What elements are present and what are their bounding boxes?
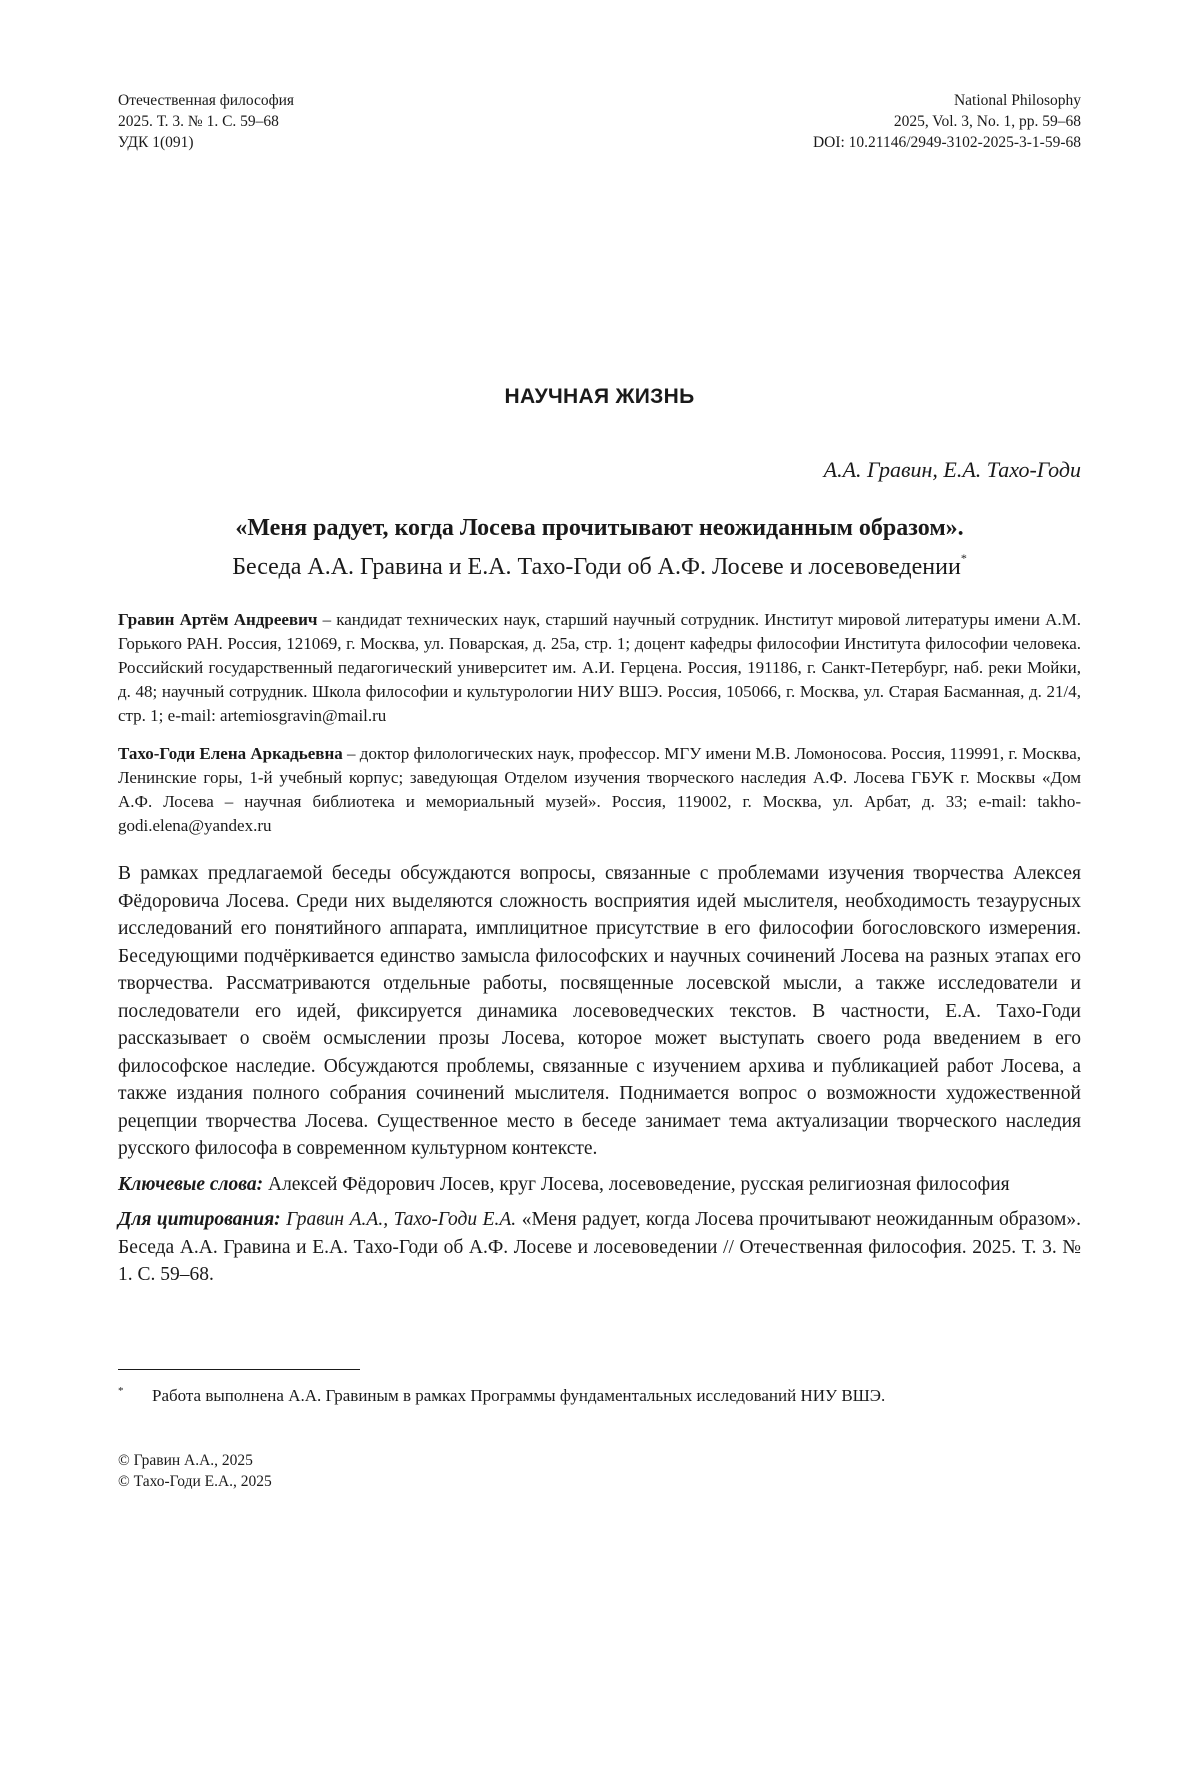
- keywords-text: Алексей Фёдорович Лосев, круг Лосева, лосевоведение, русская религиозная философия: [263, 1173, 1010, 1195]
- article-page: [118, 90, 1081, 1492]
- footnote-mark: *: [118, 1384, 124, 1397]
- copyright-line: © Тахо-Годи Е.А., 2025: [118, 1472, 272, 1490]
- udc-code: УДК 1(091): [118, 134, 194, 151]
- doi: DOI: 10.21146/2949-3102-2025-3-1-59-68: [812, 134, 1081, 151]
- header-left: [118, 90, 294, 153]
- section-title: НАУЧНАЯ ЖИЗНЬ: [504, 385, 695, 408]
- article-title: «Меня радует, когда Лосева прочитывают неожиданным образом».: [235, 515, 964, 541]
- citation-label: Для цитирования:: [118, 1209, 281, 1230]
- footnote: [118, 1384, 1081, 1408]
- author-name: Тахо-Годи Елена Аркадьевна: [118, 744, 343, 763]
- author-name: Гравин Артём Андреевич: [118, 610, 318, 629]
- journal-header: [118, 90, 1081, 153]
- author-affiliation: – доктор филологических наук, профессор. МГУ имени М.В. Ломоносова. Россия, 119991, г. Москва, Ленинские горы, 1-й учебный корпус; заведующая Отделом изучения творческого наследия А.Ф. Лосева ГБУК г. Москвы «Дом А.Ф. Лосева – научная библиотека и мемориальный музей». Россия, 119002, г. Москва, ул. Арбат, д. 33; e-mail: takho-godi.elena@yandex.ru: [118, 744, 1081, 835]
- copyright-line: © Гравин А.А., 2025: [118, 1451, 253, 1469]
- citation-authors: Гравин А.А., Тахо-Годи Е.А.: [280, 1209, 517, 1230]
- footnote-divider: [118, 1369, 360, 1370]
- footnote-text: Работа выполнена А.А. Гравиным в рамках Программы фундаментальных исследований НИУ ВШЭ.: [152, 1385, 886, 1405]
- keywords-label: Ключевые слова:: [118, 1173, 264, 1195]
- citation-text: «Меня радует, когда Лосева прочитывают неожиданным образом». Беседа А.А. Гравина и Е.А. Тахо-Годи об А.Ф. Лосеве и лосевоведении // Отечественная философия. 2025. Т. 3. № 1. С. 59–68.: [118, 1209, 1081, 1285]
- citation: [118, 1206, 1081, 1289]
- keywords: [118, 1171, 1081, 1199]
- footnote-reference[interactable]: *: [960, 551, 967, 565]
- journal-name-ru: Отечественная философия: [118, 92, 295, 109]
- issue-info-ru: 2025. Т. 3. № 1. С. 59–68: [118, 113, 279, 130]
- author-info-takho-godi: [118, 742, 1081, 838]
- author-affiliation: – кандидат технических наук, старший научный сотрудник. Институт мировой литературы имени А.М. Горького РАН. Россия, 121069, г. Москва, ул. Поварская, д. 25а, стр. 1; доцент кафедры философии Института философии человека. Российский государственный педагогический университет им. А.И. Герцена. Россия, 191186, г. Санкт-Петербург, наб. реки Мойки, д. 48; научный сотрудник. Школа философии и культурологии НИУ ВШЭ. Россия, 105066, г. Москва, ул. Старая Басманная, д. 21/4, стр. 1; e-mail: artemiosgravin@mail.ru: [118, 610, 1081, 725]
- journal-name-en: National Philosophy: [953, 92, 1081, 109]
- header-right: [813, 90, 1081, 153]
- article-subtitle-block: [118, 543, 1081, 582]
- copyright-block: [118, 1450, 1081, 1492]
- issue-info-en: 2025, Vol. 3, No. 1, pp. 59–68: [893, 113, 1081, 130]
- abstract: В рамках предлагаемой беседы обсуждаются вопросы, связанные с проблемами изучения творчества Алексея Фёдоровича Лосева. Среди них выделяются сложность восприятия идей мыслителя, необходимость тезаурусных исследований его понятийного аппарата, имплицитное присутствие в его философии богословского измерения. Беседующими подчёркивается единство замысла философских и научных сочинений Лосева на разных этапах его творчества. Рассматриваются отдельные работы, посвященные лосевской мысли, а также исследователи и последователи его идей, фиксируется динамика лосевоведческих текстов. В частности, Е.А. Тахо-Годи рассказывает о своём осмыслении прозы Лосева, которое может выступать своего рода введением в его философское наследие. Обсуждаются проблемы, связанные с изучением архива и публикацией работ Лосева, а также издания полного собрания сочинений мыслителя. Поднимается вопрос о возможности художественной рецепции творчества Лосева. Существенное место в беседе занимает тема актуализации творческого наследия русского философа в современном культурном контексте.: [118, 863, 1081, 1159]
- author-info-gravin: [118, 608, 1081, 728]
- article-subtitle: Беседа А.А. Гравина и Е.А. Тахо-Годи об А.Ф. Лосеве и лосевоведении: [232, 554, 961, 580]
- article-authors: А.А. Гравин, Е.А. Тахо-Годи: [823, 457, 1081, 482]
